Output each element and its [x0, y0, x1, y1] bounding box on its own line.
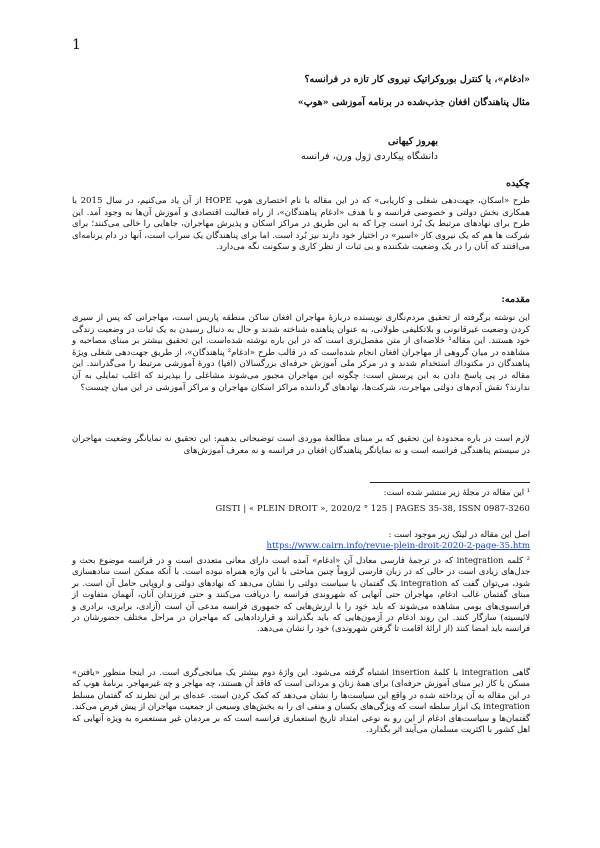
author-name: بهروز کیهانی — [388, 136, 438, 147]
article-link[interactable]: https://www.cairn.info/revue-plein-droit-2020-2-page-35.htm — [266, 541, 530, 551]
footnote-divider — [370, 482, 530, 483]
page-number: 1 — [72, 37, 81, 53]
footnote-2: ² کلمه integration که در ترجمهٔ فارسی معادل آن «ادغام» آمده است دارای معانی متعددی است و در فرانسه موضوع بحث و جدل‌های زیادی است در حالی که در زبان فارسی لزوماً چنین مباحثی با این واژه همراه نبوده است. با آنکه ممکن است سادهسازی شود، می‌توان گفت که integration یک گفتمان یا سیاست دولتی را نشان می‌دهد که نهادهای دولتی و اروپایی حامل آن است. بر مبنای گفتمان غالب ادغام، مهاجران حتی آنهایی که شهروندی فرانسه را دریافت می‌کنند و حتی فرزندان آنان، آنهمان متفاوت از فرانسوی‌های بومی مشاهده می‌شوند که باید خود را با ارزش‌هایی که جمهوری فرانسه مدعی آن است (آزادی، برابری، برادری و لائیسیته) سازگار کنند. این روند ادغام در آزمون‌هایی که باید بگذرانند و قراردادهایی که مهاجران در مراحل مختلف حضورشان در فرانسه باید امضا کنند (از ارائهٔ اقامت تا گرفتن شهروندی) خود را نشان می‌دهد. — [72, 555, 530, 634]
footnote-1-link-intro: اصل این مقاله در لینک زیر موجود است : — [388, 529, 530, 539]
title-line-1: «ادغام»، یا کنترل بوروکراتیک نیروی کار تازه در فرانسه؟ — [304, 74, 530, 85]
intro-paragraph-2: لازم است در باره محدودهٔ این تحقیق که بر مبنای مطالعهٔ موردی است توضیحاتی بدهیم: این تحقیق نه نمایانگر وضعیت مهاجران در سیستم پناهندگی فرانسه است و نه نمایانگر پناهندگان افغان در فرانسه و نه معرف آموزش‌های — [72, 434, 530, 456]
footnote-3: گاهی integration با کلمهٔ insertion اشتباه گرفته می‌شود. این واژهٔ دوم بیشتر یک میانجی‌گری است. در اینجا منظور «یافتن» مسکن یا کار (یر مبنای آموزش حرفه‌ای) برای همهٔ زنان و مردانی است که فاقد آن هستند، چه مهاجر و چه غیرمهاجر. برنامهٔ هوپ که در این مقاله به آن پرداخته شده در واقع این سیاست‌ها را نشان می‌دهد که کمک کردن است. عده‌ای بر این نظرند که گفتمان مسلط integration یک ابزار سلطه است که ویژگی‌های یکسان و منفی ای را به بخش‌های وسیعی از جمعیت مهاجران از پیش فرض می‌کند. گفتمان‌ها و سیاست‌های ادغام از این رو به نوعی امتداد تاریخ استعماری فرانسه است که بر مردمان غیر مستعمره به ویژه آنهایی که اهل کشور با اکثریت مسلمان می‌آیند اثر بگذارد. — [72, 667, 530, 735]
intro-heading: مقدمه: — [501, 294, 530, 305]
journal-citation: GISTI | « PLEIN DROIT », 2020/2 ° 125 | PAGES 35-38, ISSN 0987-3260 — [215, 503, 530, 513]
abstract-heading: چکیده — [506, 178, 530, 189]
intro-paragraph-1: این نوشته برگرفته از تحقیق مردم‌نگاری نویسنده دربارهٔ مهاجران افغان ساکن منطقه پاریس است، مهاجرانی که پس از سیری کردن وضعیت غیرقانونی و بلاتکلیفی طولانی، به عنوان پناهنده شناخته شدند و حال به دنبال رسیدن به یک ثبات در وضعیت زندگی خود هستند. این مقاله¹ خلاصه‌ای از متن مفصل‌تری است که در این باره نوشته شده‌است. این تحقیق بیشتر بر مبنای مصاحبه و مشاهده در میان گروهی از مهاجران افغان انجام شده‌است که در قالب طرح «ادغام² پناهندگان»، از طریق جهت‌دهی شغلی ویژهٔ پناهندگان در مکتوداك استخدام شدند و در مرکز ملی آموزش حرفه‌ای بزرگسالان (افپا) دورهٔ آموزشی مرتبط را می‌گذرانند. این مقاله در پی پاسخ دادن به این پرسش است: چگونه این مهاجران مجبور می‌شوند مشاغلی را بپذیرند که اغلب تمایلی به آن ندارند؟ نقش آدم‌های دولتی مهاجرت، شرکت‌ها، نهادهای گرداننده مراکز اسکان مهاجران و مراکز آموزشی در این میان چیست؟ — [72, 313, 530, 393]
footnote-1: ¹ این مقاله در مجلهٔ زیر منتشر شده است: — [383, 487, 530, 497]
author-affiliation: دانشگاه پیکاردی ژول ورن، فرانسه — [300, 151, 438, 162]
abstract-text: طرح «اسکان، جهت‌دهی شغلی و کاریابی» که در این مقاله با نام اختصاری هوپ HOPE از آن یاد می‌کنیم، در سال 2015 با همکاری بخش دولتی و خصوصی فرانسه و با هدف «ادغام پناهندگان»، از راه فعالیت اقتصادی و آموزش آن‌ها به وجود آمد. این طرح برای نهادهای مرتبط یک بُرد است چرا که به این طریق در مراکز اسکان و پذیرش مهاجران، جاهایی را خالی می‌کنند؛ برای شرکت ها هم که یک نیروی کار «اسیر» در اختیار خود دارند نیز بُرد است. اما برای پناهندگان یک سراب است، آنها در دام برنامه‌ای می‌افتند که آنان را در یک وضعیت شکننده و بی ثبات از نظر کاری و سکونت نگه می‌دارد. — [72, 196, 530, 253]
title-line-2: مثال پناهندگان افغان جذب‌شده در برنامه آموزشی «هوپ» — [297, 97, 530, 108]
